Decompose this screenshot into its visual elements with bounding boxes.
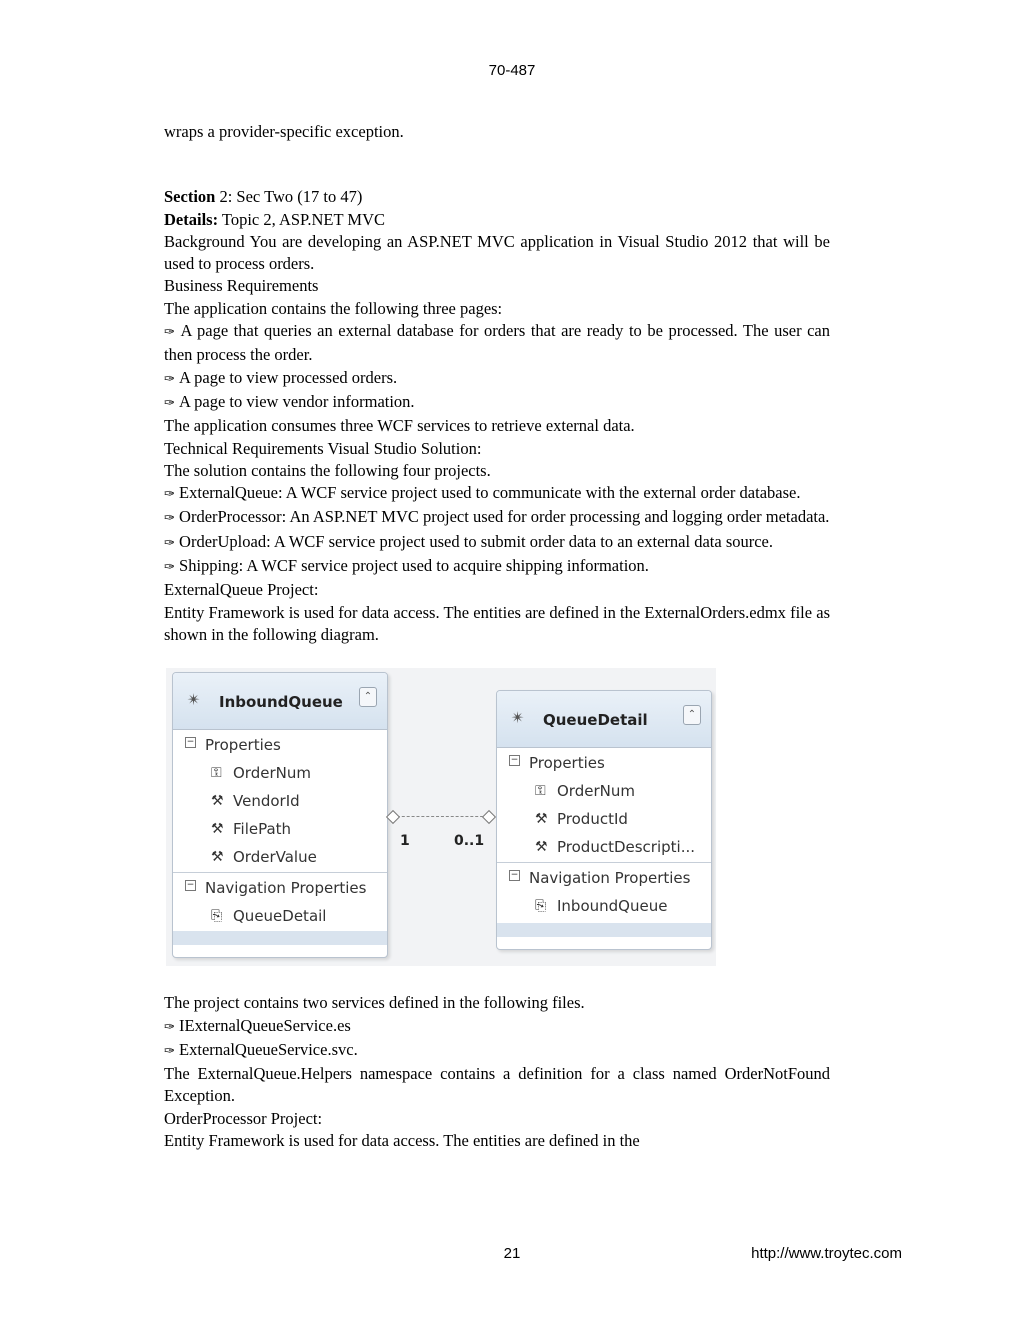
collapse-icon[interactable]: ⌃	[683, 705, 701, 725]
bullet-item: ✑ A page that queries an external database for orders that are ready to be processed. The user can then process the order.	[164, 320, 830, 367]
section-label: Section	[164, 187, 216, 207]
bullet-item: ✑ A page to view vendor information.	[164, 391, 830, 415]
entity-diagram	[166, 668, 716, 966]
details-text: Topic 2, ASP.NET MVC	[218, 209, 386, 229]
navigation-icon: ⎘	[535, 898, 547, 915]
property-item: ⚒ FilePath	[173, 814, 387, 842]
entity-queue-detail	[496, 690, 712, 950]
bullet-item: ✑ IExternalQueueService.es	[164, 1015, 830, 1039]
bullet-item: ✑ OrderProcessor: An ASP.NET MVC project used for order processing and logging order metadata.	[164, 506, 830, 530]
entity-title: QueueDetail	[543, 711, 648, 730]
bullet-item: ✑ Shipping: A WCF service project used to acquire shipping information.	[164, 555, 830, 579]
paragraph: The application contains the following three pages:	[164, 298, 503, 318]
section-navigation: − Navigation Properties	[186, 879, 367, 898]
bullet-item: ✑ ExternalQueue: A WCF service project used to communicate with the external order database.	[164, 482, 830, 506]
entity-header	[497, 691, 711, 748]
paragraph: The application consumes three WCF services to retrieve external data.	[164, 416, 635, 436]
wrench-icon: ⚒	[211, 793, 224, 810]
bullet-item: ✑ ExternalQueueService.svc.	[164, 1039, 830, 1063]
multiplicity-left: 1	[400, 833, 410, 850]
collapse-icon[interactable]: ⌃	[359, 687, 377, 707]
collapse-toggle-icon[interactable]: −	[510, 870, 519, 881]
navigation-icon: ⎘	[211, 908, 223, 925]
bullet-item: ✑ OrderUpload: A WCF service project used to submit order data to an external data source.	[164, 531, 830, 555]
page-number: 21	[503, 1245, 521, 1262]
association-end-right	[482, 810, 496, 824]
paragraph: ExternalQueue Project:	[164, 580, 319, 600]
footer-url[interactable]: http://www.troytec.com	[751, 1245, 902, 1262]
entity-header	[173, 673, 387, 730]
paragraph: The project contains two services defined in the following files.	[164, 993, 585, 1013]
property-item: ⚿ OrderNum	[497, 776, 711, 804]
property-item: ⚒ ProductDescripti...	[497, 832, 711, 860]
navigation-item: ⎘ QueueDetail	[173, 901, 387, 929]
multiplicity-right: 0..1	[454, 833, 485, 850]
wrench-icon: ⚒	[535, 839, 548, 856]
paragraph: The ExternalQueue.Helpers namespace contains a definition for a class named OrderNotFound Exception.	[164, 1064, 830, 1106]
intro-text: wraps a provider-specific exception.	[164, 122, 404, 141]
entity-icon: ✴	[511, 708, 525, 728]
entity-title: InboundQueue	[219, 693, 343, 712]
collapse-toggle-icon[interactable]: −	[186, 880, 195, 891]
paragraph: Entity Framework is used for data access. The entities are defined in the ExternalOrders.edmx file as shown in the following diagram.	[164, 602, 830, 644]
paragraph: Entity Framework is used for data access. The entities are defined in the	[164, 1131, 640, 1151]
wrench-icon: ⚒	[211, 821, 224, 838]
document-body	[164, 121, 830, 1152]
collapse-toggle-icon[interactable]: −	[186, 737, 195, 748]
wrench-icon: ⚒	[211, 849, 224, 866]
paragraph: Technical Requirements Visual Studio Solution:	[164, 438, 482, 458]
section-navigation: − Navigation Properties	[510, 869, 691, 888]
navigation-item: ⎘ InboundQueue	[497, 891, 711, 919]
paragraph: Business Requirements	[164, 276, 319, 296]
details-label: Details:	[164, 209, 219, 229]
wrench-icon: ⚒	[535, 811, 548, 828]
property-item: ⚒ OrderValue	[173, 842, 387, 870]
paragraph: The solution contains the following four projects.	[164, 460, 491, 480]
entity-inbound-queue	[172, 672, 388, 958]
section-line	[164, 186, 830, 208]
bullet-item: ✑ A page to view processed orders.	[164, 367, 830, 391]
section-properties: − Properties	[186, 736, 281, 755]
property-item: ⚿ OrderNum	[173, 758, 387, 786]
property-item: ⚒ VendorId	[173, 786, 387, 814]
section-properties: − Properties	[510, 754, 605, 773]
key-icon: ⚿	[211, 765, 222, 782]
property-item: ⚒ ProductId	[497, 804, 711, 832]
paragraph: OrderProcessor Project:	[164, 1108, 323, 1128]
section-text: 2: Sec Two (17 to 47)	[215, 187, 363, 207]
details-line	[164, 209, 830, 231]
paragraph: Background You are developing an ASP.NET MVC application in Visual Studio 2012 that will be used to process orders.	[164, 231, 830, 274]
page-header-code: 70-487	[488, 62, 536, 79]
key-icon: ⚿	[535, 783, 546, 800]
collapse-toggle-icon[interactable]: −	[510, 755, 519, 766]
association-end-left	[386, 810, 400, 824]
entity-icon: ✴	[187, 690, 201, 710]
association-line	[392, 816, 488, 817]
